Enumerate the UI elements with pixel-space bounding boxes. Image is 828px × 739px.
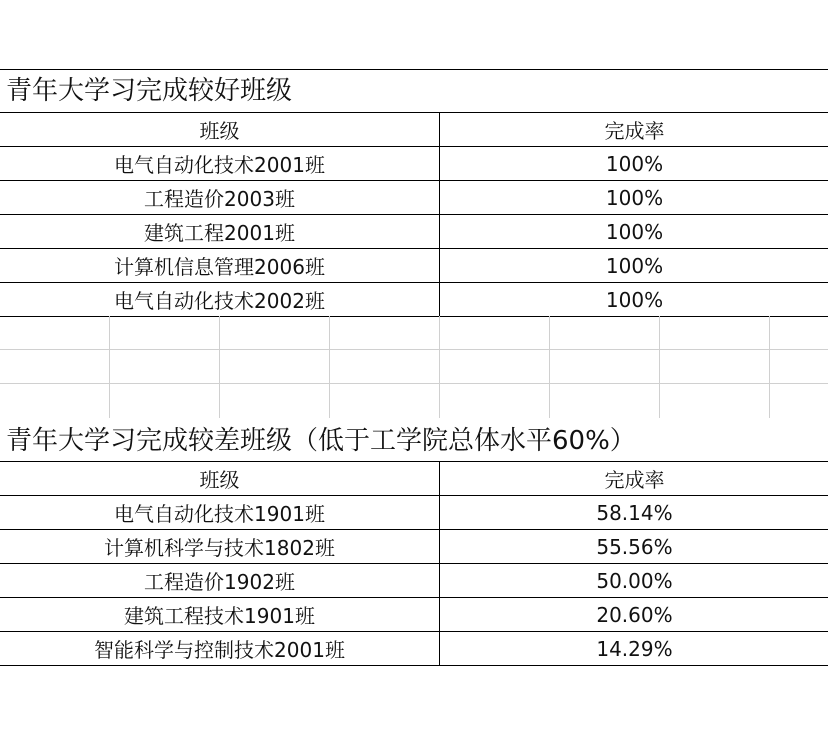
table-row: [0, 632, 828, 666]
good-classes-title: 青年大学习完成较好班级: [6, 76, 293, 106]
good-classes-table: [0, 112, 828, 317]
table-row: [0, 215, 828, 249]
header-class: 班级: [0, 462, 440, 496]
class-cell: 电气自动化技术1901班: [0, 496, 440, 530]
table-header-row: [0, 462, 828, 496]
table-row: [0, 496, 828, 530]
rate-cell: 58.14%: [440, 496, 828, 530]
class-cell: 建筑工程技术1901班: [0, 598, 440, 632]
table-row: [0, 147, 828, 181]
poor-classes-table: [0, 461, 828, 666]
table-header-row: [0, 113, 828, 147]
class-cell: 计算机信息管理2006班: [0, 249, 440, 283]
table-row: [0, 530, 828, 564]
header-rate: 完成率: [440, 462, 828, 496]
class-cell: 电气自动化技术2001班: [0, 147, 440, 181]
poor-classes-title: 青年大学习完成较差班级（低于工学院总体水平60%）: [6, 426, 636, 456]
rate-cell: 100%: [440, 283, 828, 317]
class-cell: 计算机科学与技术1802班: [0, 530, 440, 564]
rate-cell: 100%: [440, 147, 828, 181]
rate-cell: 50.00%: [440, 564, 828, 598]
empty-cell-grid: [0, 316, 828, 418]
header-class: 班级: [0, 113, 440, 147]
rate-cell: 100%: [440, 181, 828, 215]
rate-cell: 100%: [440, 215, 828, 249]
class-cell: 电气自动化技术2002班: [0, 283, 440, 317]
rate-cell: 20.60%: [440, 598, 828, 632]
header-rate: 完成率: [440, 113, 828, 147]
table-row: [0, 249, 828, 283]
rate-cell: 14.29%: [440, 632, 828, 666]
table-row: [0, 181, 828, 215]
rate-cell: 55.56%: [440, 530, 828, 564]
rate-cell: 100%: [440, 249, 828, 283]
class-cell: 工程造价1902班: [0, 564, 440, 598]
table-row: [0, 598, 828, 632]
class-cell: 建筑工程2001班: [0, 215, 440, 249]
class-cell: 智能科学与控制技术2001班: [0, 632, 440, 666]
class-cell: 工程造价2003班: [0, 181, 440, 215]
table-row: [0, 564, 828, 598]
table-row: [0, 283, 828, 317]
